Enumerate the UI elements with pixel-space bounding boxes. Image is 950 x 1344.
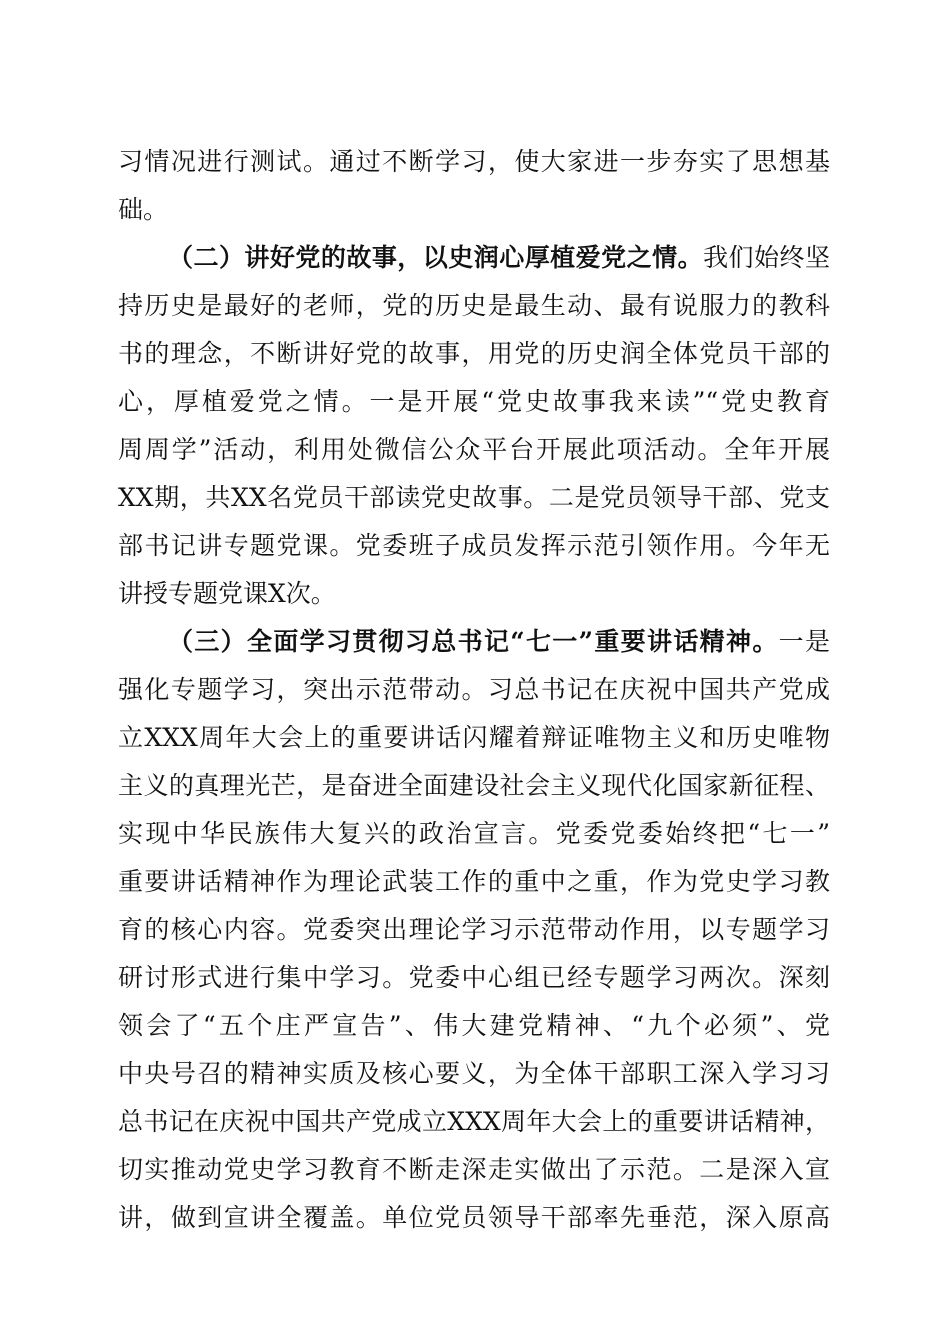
paragraph-line-20: 切实推动党史学习教育不断走深走实做出了示范。二是深入宣: [118, 1155, 830, 1184]
paragraph-line-12: 主义的真理光芒，是奋进全面建设社会主义现代化国家新征程、: [118, 771, 830, 800]
paragraph-line-4: 书的理念，不断讲好党的故事，用党的历史润全体党员干部的: [118, 339, 830, 368]
paragraph-line-8: 部书记讲专题党课。党委班子成员发挥示范引领作用。今年无: [118, 531, 830, 560]
paragraph-line-14: 重要讲话精神作为理论武装工作的重中之重，作为党史学习教: [118, 867, 830, 896]
paragraph-line-2: 础。: [118, 195, 169, 224]
paragraph-line-5: 心，厚植爱党之情。一是开展“党史故事我来读”“党史教育: [118, 387, 830, 416]
paragraph-line-16: 研讨形式进行集中学习。党委中心组已经专题学习两次。深刻: [118, 963, 830, 992]
paragraph-heading-3: [168, 622, 830, 662]
paragraph-lead-2: 我们始终坚: [703, 243, 830, 272]
paragraph-line-10: 强化专题学习，突出示范带动。习总书记在庆祝中国共产党成: [118, 675, 830, 704]
paragraph-line-18: 中央号召的精神实质及核心要义，为全体干部职工深入学习习: [118, 1059, 830, 1088]
section-heading-3: （三）全面学习贯彻习总书记“七一”重要讲话精神。: [168, 627, 779, 656]
paragraph-line-21: 讲，做到宣讲全覆盖。单位党员领导干部率先垂范，深入原高: [118, 1203, 830, 1232]
paragraph-heading-2: [168, 238, 830, 278]
section-heading-2: （二）讲好党的故事，以史润心厚植爱党之情。: [168, 243, 704, 272]
paragraph-line-13: 实现中华民族伟大复兴的政治宣言。党委党委始终把“七一”: [118, 819, 830, 848]
paragraph-line-9: 讲授专题党课X次。: [118, 579, 336, 608]
paragraph-line-15: 育的核心内容。党委突出理论学习示范带动作用，以专题学习: [118, 915, 830, 944]
paragraph-line-17: 领会了“五个庄严宣告”、伟大建党精神、“九个必须”、党: [118, 1011, 830, 1040]
paragraph-line-7: XX期，共XX名党员干部读党史故事。二是党员领导干部、党支: [118, 483, 830, 512]
paragraph-lead-3: 一是: [778, 627, 830, 656]
paragraph-line-1: 习情况进行测试。通过不断学习，使大家进一步夯实了思想基: [118, 147, 830, 176]
paragraph-line-6: 周周学”活动，利用处微信公众平台开展此项活动。全年开展: [118, 435, 830, 464]
paragraph-line-3: 持历史是最好的老师，党的历史是最生动、最有说服力的教科: [118, 291, 830, 320]
paragraph-line-11: 立XXX周年大会上的重要讲话闪耀着辩证唯物主义和历史唯物: [118, 723, 830, 752]
paragraph-line-19: 总书记在庆祝中国共产党成立XXX周年大会上的重要讲话精神，: [118, 1107, 830, 1136]
